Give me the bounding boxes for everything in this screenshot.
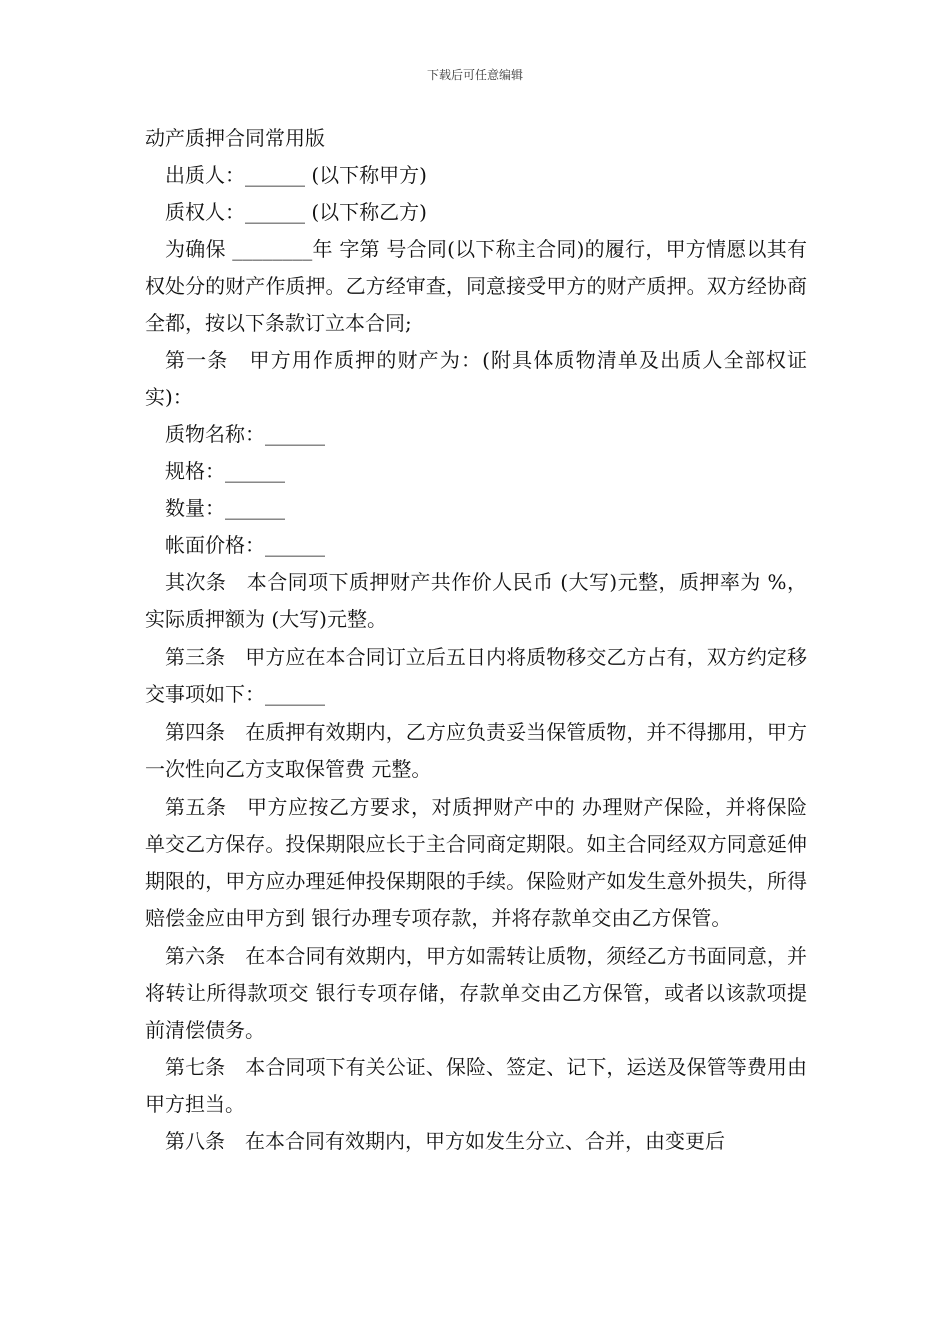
article-4: 第四条 在质押有效期内，乙方应负责妥当保管质物，并不得挪用，甲方一次性向乙方支取保管费 元整。 [145, 720, 807, 781]
article-5: 第五条 甲方应按乙方要求，对质押财产中的 办理财产保险，并将保险单交乙方保存。投保期限应长于主合同商定期限。如主合同经双方同意延伸期限的，甲方应办理延伸投保期限的手续。保险财产如发生意外损失，所得赔偿金应由甲方到 银行办理专项存款，并将存款单交由乙方保管。 [145, 795, 807, 930]
page-header: 下载后可任意编辑 [426, 68, 523, 82]
pledgee-line: 质权人：______ (以下称乙方) [165, 200, 427, 224]
preamble-paragraph: 为确保 ________年 字第 号合同(以下称主合同)的履行，甲方情愿以其有权处分的财产作质押。乙方经审查，同意接受甲方的财产质押。双方经协商全都，按以下条款订立本合同; [145, 237, 807, 335]
article-2: 其次条 本合同项下质押财产共作价人民币 (大写)元整，质押率为 %，实际质押额为 (大写)元整。 [145, 570, 807, 631]
document-title: 动产质押合同常用版 [145, 126, 325, 150]
pledgor-line: 出质人：______ (以下称甲方) [165, 163, 427, 187]
pledge-item-book-value: 帐面价格：______ [165, 533, 325, 557]
article-7: 第七条 本合同项下有关公证、保险、签定、记下，运送及保管等费用由甲方担当。 [145, 1055, 807, 1116]
article-3: 第三条 甲方应在本合同订立后五日内将质物移交乙方占有，双方约定移交事项如下：______ [145, 645, 807, 706]
pledge-item-spec: 规格：______ [165, 459, 285, 483]
document-body [145, 120, 807, 1160]
article-1: 第一条 甲方用作质押的财产为：(附具体质物清单及出质人全部权证实)： [145, 348, 807, 409]
pledge-item-name: 质物名称：______ [165, 422, 325, 446]
pledge-item-quantity: 数量：______ [165, 496, 285, 520]
article-6: 第六条 在本合同有效期内，甲方如需转让质物，须经乙方书面同意，并将转让所得款项交 银行专项存储，存款单交由乙方保管，或者以该款项提前清偿债务。 [145, 944, 807, 1042]
article-8: 第八条 在本合同有效期内，甲方如发生分立、合并，由变更后 [165, 1129, 725, 1153]
